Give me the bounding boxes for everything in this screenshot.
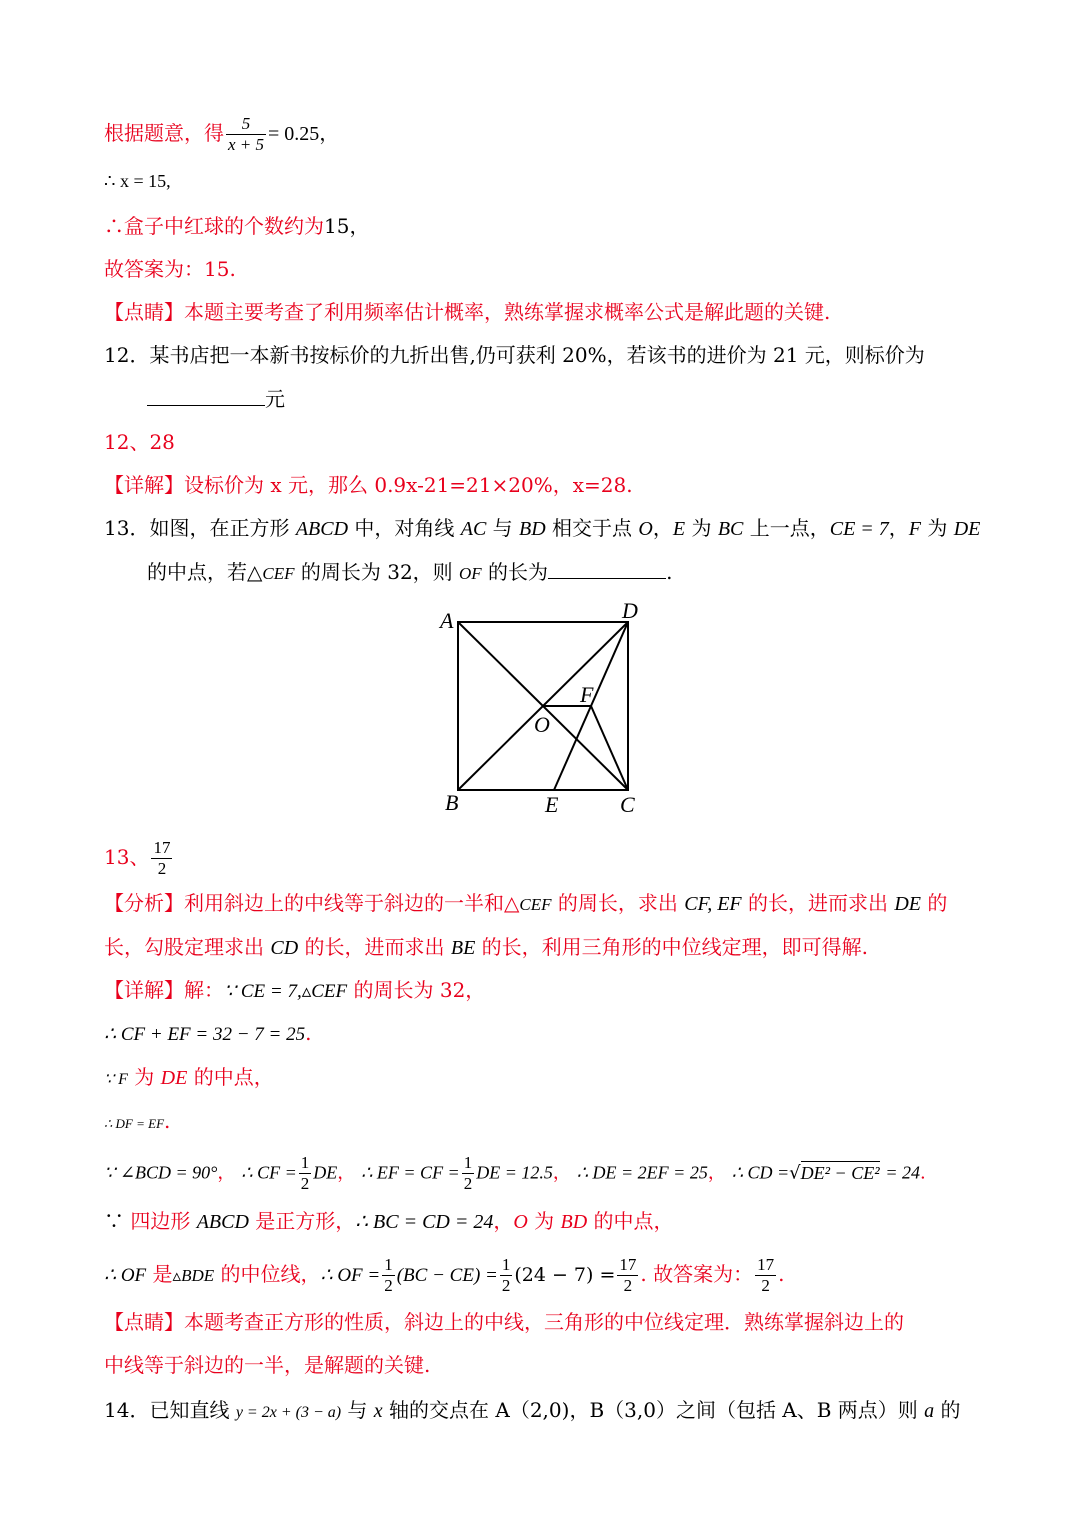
text: 四边形 bbox=[130, 1209, 197, 1233]
text: 13．如图，在正方形 bbox=[104, 516, 296, 540]
math: x bbox=[373, 1400, 383, 1422]
math: CE = 7 bbox=[829, 518, 889, 540]
detail-line-4 bbox=[104, 1106, 170, 1139]
math: DE = 12.5 bbox=[476, 1162, 553, 1183]
math: ABCD bbox=[196, 1211, 249, 1233]
math: y = 2x + (3 − a) bbox=[235, 1404, 342, 1421]
solution-line-1 bbox=[104, 114, 339, 155]
text: 的周长为 32， bbox=[347, 978, 486, 1002]
detail-line-5: ∵ ∠BCD = 90°， ∴ CF = $\frac{1}{2}$ DE， ∴ EF = CF = $\frac{1}{2}$ DE = 12.5， ∴ DE = 2EF = 25， ∴ CD =√DE² − CE² = 24. bbox=[104, 1153, 926, 1193]
math: BD bbox=[560, 1211, 588, 1233]
answer-blank bbox=[548, 560, 666, 579]
math: F bbox=[908, 518, 922, 540]
text: 的中位线， bbox=[214, 1262, 321, 1286]
text: 的长，利用三角形的中位线定理，即可得解. bbox=[475, 935, 869, 959]
analysis-line-1 bbox=[104, 888, 947, 920]
text: 上一点， bbox=[743, 516, 830, 540]
equation: = 0.25， bbox=[268, 123, 340, 145]
text: 相交于点 bbox=[545, 516, 639, 540]
text: 13、 bbox=[104, 845, 150, 869]
math: = 24 bbox=[885, 1162, 920, 1183]
math: DE bbox=[894, 893, 922, 915]
text: 为 bbox=[685, 516, 718, 540]
text: 与 bbox=[486, 516, 520, 540]
math: ∴ EF = CF = bbox=[360, 1162, 460, 1183]
text: . bbox=[305, 1021, 312, 1045]
math: ∴ BC = CD = 24 bbox=[355, 1211, 494, 1233]
text: 是正方形， bbox=[248, 1209, 356, 1233]
label-o: O bbox=[534, 712, 550, 737]
text: 【详解】解： bbox=[104, 978, 224, 1002]
text: ， bbox=[652, 516, 673, 540]
denominator: 2 bbox=[761, 1276, 770, 1295]
text: . bbox=[919, 1162, 926, 1184]
text: ， bbox=[552, 1162, 571, 1184]
fraction bbox=[462, 1153, 475, 1194]
text: 轴的交点在 A（2,0)，B（3,0）之间（包括 A、B 两点）则 bbox=[382, 1398, 925, 1422]
fraction bbox=[382, 1255, 395, 1296]
analysis-line-2 bbox=[104, 932, 868, 963]
text: ， bbox=[493, 1209, 514, 1233]
numerator: 17 bbox=[153, 838, 171, 857]
math: O bbox=[513, 1211, 528, 1233]
label-c: C bbox=[620, 792, 635, 817]
math: ▵BDE bbox=[172, 1266, 215, 1285]
numerator: 17 bbox=[757, 1255, 775, 1274]
math: O bbox=[638, 518, 653, 540]
text: 根据题意，得 bbox=[104, 121, 224, 145]
text: 的中点， bbox=[587, 1209, 674, 1233]
math: BD bbox=[519, 518, 546, 540]
text: ， bbox=[337, 1162, 356, 1184]
unit: 元 bbox=[265, 387, 285, 411]
math: ∴ OF = bbox=[320, 1265, 381, 1286]
fraction bbox=[151, 838, 172, 879]
detail-line-3 bbox=[104, 1062, 274, 1095]
text: 【分析】利用斜边上的中线等于斜边的一半和△ bbox=[104, 891, 520, 915]
question-13-line-1 bbox=[104, 513, 980, 544]
answer-blank bbox=[147, 387, 265, 406]
denominator: 2 bbox=[501, 1276, 511, 1295]
text: 的 bbox=[934, 1398, 961, 1422]
math: ∴ CD = bbox=[731, 1162, 790, 1183]
question-13-line-2: 的中点，若△CEF 的周长为 32，则 OF 的长为 . bbox=[147, 560, 673, 584]
numerator: 17 bbox=[619, 1255, 637, 1274]
math: (24 − 7) = bbox=[514, 1264, 616, 1286]
label-b: B bbox=[445, 790, 459, 815]
math: ∴ CF + EF = 32 − 7 = 25 bbox=[104, 1024, 306, 1045]
square-figure bbox=[430, 596, 650, 824]
math: ∵ CE = 7,▵CEF bbox=[224, 981, 348, 1002]
question-12-blank-line bbox=[147, 384, 285, 414]
point-line-2: 中线等于斜边的一半，是解题的关键. bbox=[104, 1353, 431, 1377]
text: 为 bbox=[921, 516, 954, 540]
label-f: F bbox=[580, 682, 594, 707]
math: DE bbox=[953, 518, 981, 540]
text: 的周长，求出 bbox=[551, 891, 685, 915]
denominator: x + 5 bbox=[228, 135, 265, 154]
text: 的中点， bbox=[187, 1065, 274, 1089]
text: . 故答案为： bbox=[640, 1262, 754, 1286]
sqrt-content: DE² − CE² bbox=[800, 1162, 880, 1183]
fraction bbox=[299, 1153, 312, 1194]
math: ∵ ∠BCD = 90° bbox=[104, 1162, 218, 1183]
fraction bbox=[226, 114, 266, 155]
text: ， bbox=[217, 1162, 236, 1184]
detail-line-2 bbox=[104, 1018, 311, 1050]
numerator: 1 bbox=[384, 1255, 393, 1274]
answer-13 bbox=[104, 838, 174, 879]
denominator: 2 bbox=[623, 1276, 633, 1295]
label-e: E bbox=[545, 792, 559, 817]
numerator: 5 bbox=[226, 114, 266, 135]
text: 的长为 bbox=[481, 560, 549, 584]
text: 为 bbox=[527, 1209, 561, 1233]
text: ∴盒子中红球的个数约为 bbox=[104, 214, 324, 238]
fraction bbox=[755, 1255, 776, 1296]
fraction bbox=[500, 1255, 513, 1296]
text: 中，对角线 bbox=[348, 516, 461, 540]
text: 14．已知直线 bbox=[104, 1398, 236, 1422]
math: ∵ F bbox=[104, 1071, 128, 1088]
numerator: 1 bbox=[501, 1255, 511, 1274]
text: . bbox=[164, 1109, 171, 1133]
detail-line-7 bbox=[104, 1255, 784, 1296]
math: a bbox=[924, 1400, 935, 1422]
answer-12: 12、28 bbox=[104, 430, 175, 454]
numerator: 1 bbox=[300, 1153, 310, 1172]
math: OF bbox=[459, 564, 482, 583]
math: CEF bbox=[519, 895, 552, 914]
denominator: 2 bbox=[384, 1276, 393, 1295]
detail-line-6 bbox=[104, 1206, 674, 1237]
math: (BC − CE) = bbox=[396, 1265, 498, 1286]
value: 15， bbox=[324, 214, 370, 238]
math: ∵ bbox=[104, 1209, 131, 1233]
answer-12-detail: 【详解】设标价为 x 元，那么 0.9x-21=21×20%，x=28. bbox=[104, 473, 633, 497]
math: E bbox=[672, 518, 686, 540]
text: 的周长为 32，则 bbox=[294, 560, 460, 584]
question-12: 12．某书店把一本新书按标价的九折出售,仍可获利 20%，若该书的进价为 21 元，则标价为 bbox=[104, 343, 925, 367]
math: ∴ OF bbox=[104, 1265, 147, 1286]
text: 的长，进而求出 bbox=[741, 891, 895, 915]
math: AC bbox=[460, 518, 487, 540]
comment-line: 【点睛】本题主要考查了利用频率估计概率，熟练掌握求概率公式是解此题的关键. bbox=[104, 300, 831, 324]
numerator: 1 bbox=[463, 1153, 473, 1172]
detail-line-1 bbox=[104, 975, 485, 1007]
text: 的中点，若△ bbox=[147, 560, 263, 584]
text: . bbox=[778, 1262, 785, 1286]
question-14 bbox=[104, 1395, 961, 1428]
text: 的长，进而求出 bbox=[298, 935, 451, 959]
label-a: A bbox=[440, 608, 454, 633]
text: 与 bbox=[341, 1398, 374, 1422]
fraction bbox=[617, 1255, 638, 1296]
solution-line-4: 故答案为：15. bbox=[104, 257, 236, 281]
solution-line-3 bbox=[104, 211, 369, 241]
text: ， bbox=[707, 1162, 726, 1184]
denominator: 2 bbox=[463, 1174, 473, 1193]
denominator: 2 bbox=[157, 859, 167, 878]
text: 长，勾股定理求出 bbox=[104, 935, 271, 959]
math: DE bbox=[313, 1162, 338, 1183]
math: BE bbox=[450, 937, 476, 959]
math: CD bbox=[270, 937, 299, 959]
math: ABCD bbox=[295, 518, 349, 540]
text: 是 bbox=[146, 1262, 173, 1286]
point-line-1: 【点睛】本题考查正方形的性质，斜边上的中线，三角形的中位线定理．熟练掌握斜边上的 bbox=[104, 1310, 904, 1334]
text: 为 bbox=[127, 1065, 161, 1089]
math: ∴ DF = EF bbox=[104, 1116, 165, 1131]
math: DE bbox=[160, 1067, 188, 1089]
segment-fc bbox=[591, 706, 628, 790]
math: CEF bbox=[262, 564, 295, 583]
math: ∴ DE = 2EF = 25 bbox=[576, 1162, 708, 1183]
math: ∴ CF = bbox=[241, 1162, 297, 1183]
text: 的 bbox=[921, 891, 948, 915]
math: BC bbox=[717, 518, 744, 540]
denominator: 2 bbox=[300, 1174, 310, 1193]
text: ， bbox=[888, 516, 909, 540]
math: CF, EF bbox=[684, 893, 742, 915]
label-d: D bbox=[622, 598, 638, 623]
solution-line-2: ∴ x = 15, bbox=[104, 171, 171, 191]
